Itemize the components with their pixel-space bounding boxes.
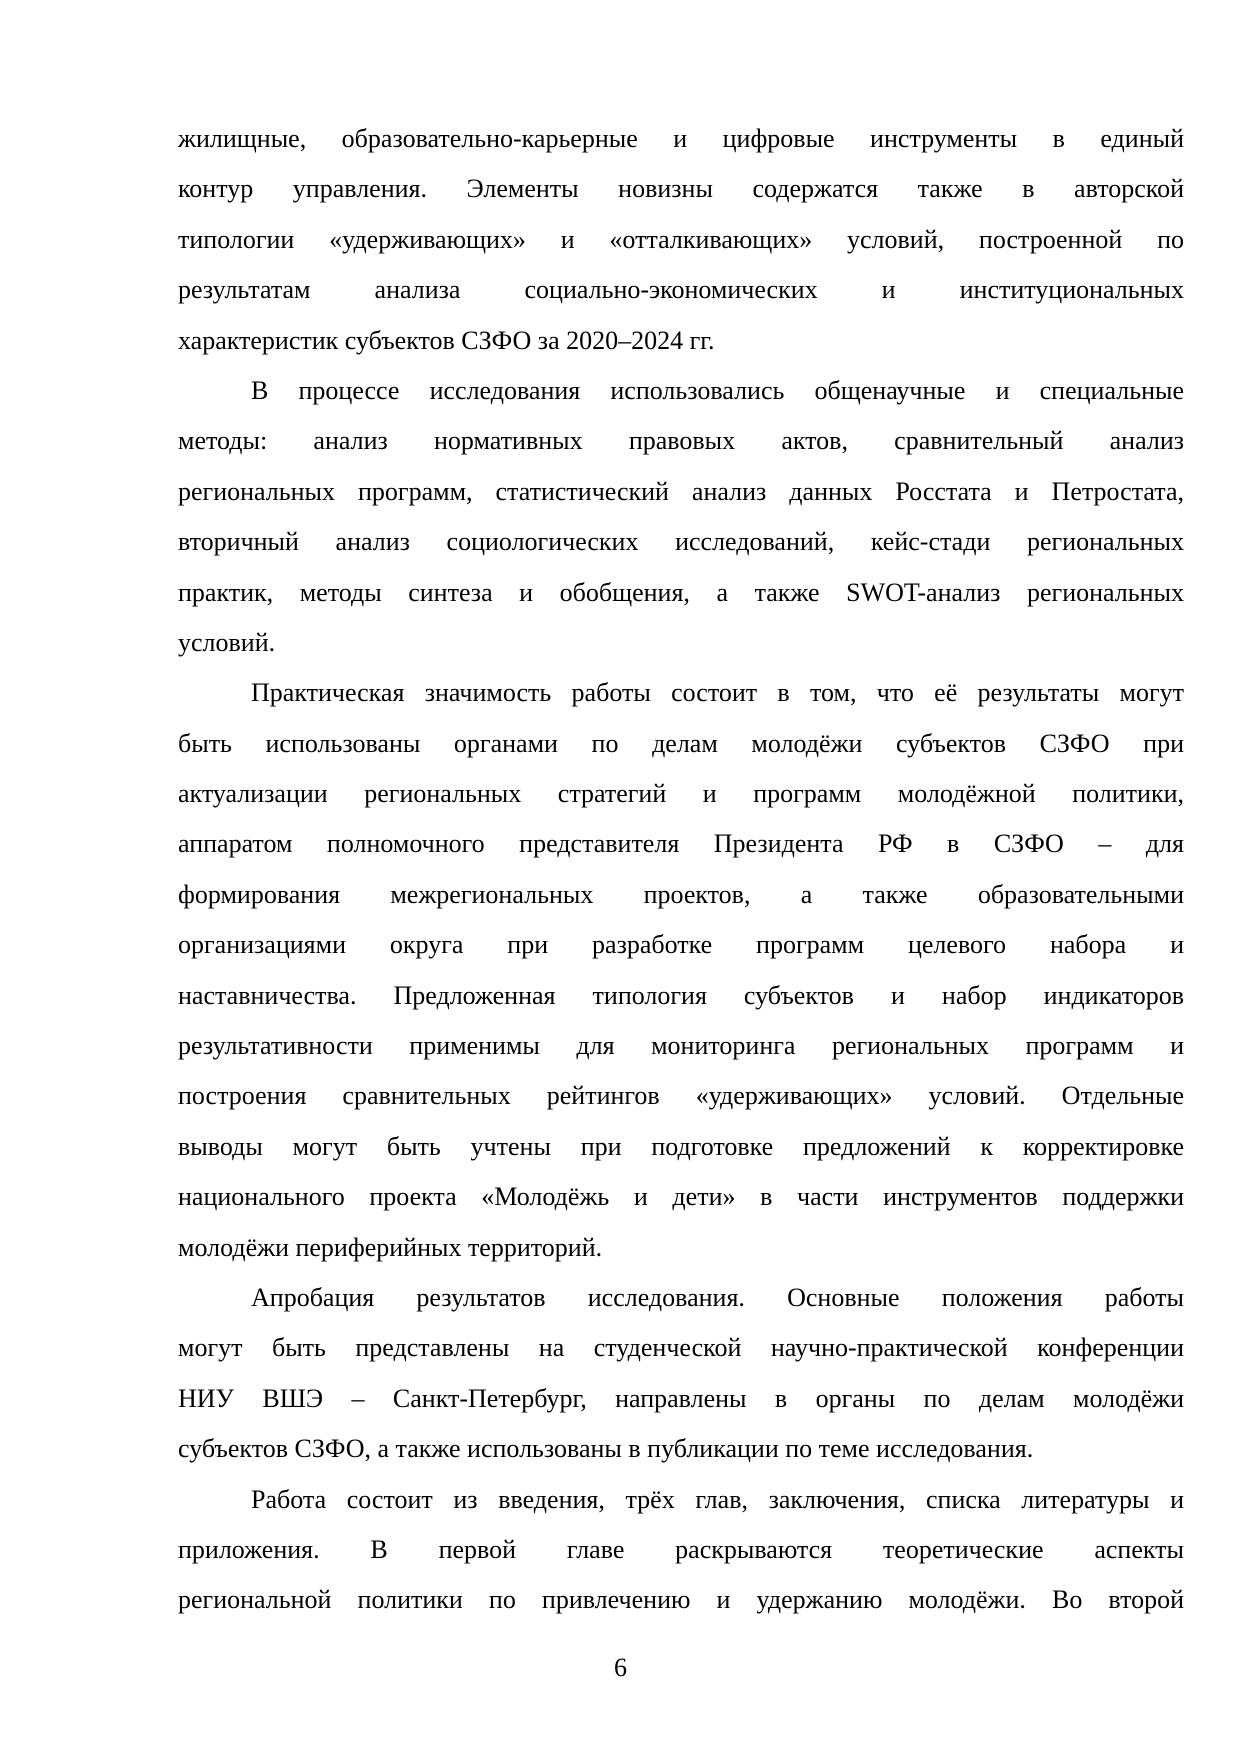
text-line: наставничества. Предложенная типология субъектов и набор индикаторов — [178, 980, 1184, 1010]
text-line: В процессе исследования использовались общенаучные и специальные — [251, 375, 1184, 405]
text-line: актуализации региональных стратегий и программ молодёжной политики, — [178, 779, 1184, 809]
text-line: выводы могут быть учтены при подготовке предложений к корректировке — [178, 1131, 1184, 1161]
text-line: результативности применимы для мониторинга региональных программ и — [178, 1031, 1184, 1061]
page-number: 6 — [614, 1653, 627, 1682]
text-line: субъектов СЗФО, а также использованы в публикации по теме исследования. — [178, 1434, 1034, 1464]
text-line: национального проекта «Молодёжь и дети» в части инструментов поддержки — [178, 1182, 1184, 1212]
text-line: могут быть представлены на студенческой научно-практической конференции — [178, 1333, 1184, 1363]
text-line: НИУ ВШЭ – Санкт-Петербург, направлены в органы по делам молодёжи — [178, 1383, 1184, 1413]
text-line: характеристик субъектов СЗФО за 2020–2024 гг. — [178, 325, 715, 355]
text-line: приложения. В первой главе раскрываются теоретические аспекты — [178, 1534, 1184, 1564]
text-line: типологии «удерживающих» и «отталкивающих» условий, построенной по — [178, 224, 1184, 254]
text-line: молодёжи периферийных территорий. — [178, 1232, 603, 1262]
text-line: вторичный анализ социологических исследований, кейс-стади региональных — [178, 527, 1184, 557]
text-line: Работа состоит из введения, трёх глав, заключения, списка литературы и — [251, 1484, 1184, 1514]
text-line: региональных программ, статистический анализ данных Росстата и Петростата, — [178, 476, 1184, 506]
text-line: региональной политики по привлечению и удержанию молодёжи. Во второй — [178, 1585, 1184, 1615]
text-line: жилищные, образовательно-карьерные и цифровые инструменты в единый — [178, 124, 1184, 153]
text-line: контур управления. Элементы новизны содержатся также в авторской — [178, 174, 1184, 204]
text-line: построения сравнительных рейтингов «удерживающих» условий. Отдельные — [178, 1081, 1184, 1111]
document-body — [178, 114, 1184, 1626]
text-line: результатам анализа социально-экономических и институциональных — [178, 275, 1184, 305]
text-line: методы: анализ нормативных правовых актов, сравнительный анализ — [178, 426, 1184, 456]
text-line: формирования межрегиональных проектов, а также образовательными — [178, 879, 1184, 909]
text-line: организациями округа при разработке программ целевого набора и — [178, 930, 1184, 960]
text-line: Апробация результатов исследования. Основные положения работы — [251, 1282, 1184, 1312]
text-line: условий. — [178, 627, 276, 657]
text-line: быть использованы органами по делам молодёжи субъектов СЗФО при — [178, 728, 1184, 758]
text-line: Практическая значимость работы состоит в том, что её результаты могут — [251, 678, 1184, 708]
text-line: аппаратом полномочного представителя Президента РФ в СЗФО – для — [178, 829, 1184, 859]
text-line: практик, методы синтеза и обобщения, а также SWOT-анализ региональных — [178, 577, 1184, 607]
